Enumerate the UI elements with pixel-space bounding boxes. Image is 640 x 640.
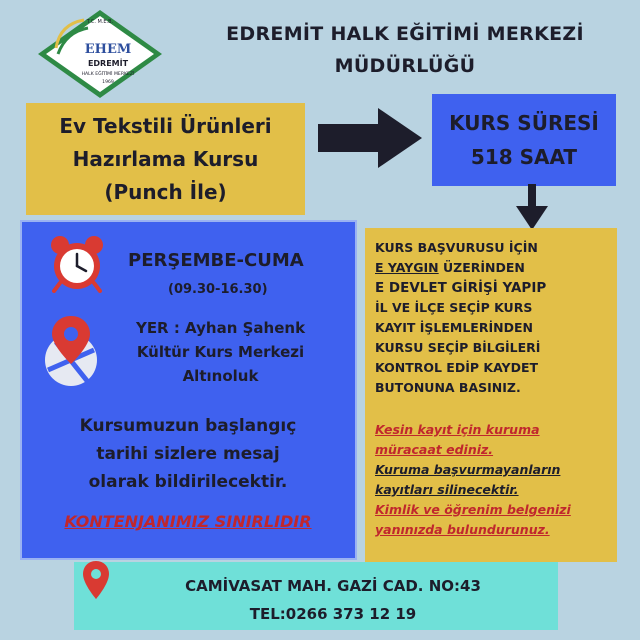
course-name-box bbox=[26, 103, 305, 215]
duration-label: KURS SÜRESİ bbox=[449, 111, 599, 135]
logo-city: EDREMİT bbox=[87, 59, 129, 68]
note-2-line-1: Kuruma başvurmayanların bbox=[375, 462, 561, 477]
course-location bbox=[108, 316, 333, 388]
title-line-1: EDREMİT HALK EĞİTİMİ MERKEZİ bbox=[226, 23, 584, 45]
course-days: PERŞEMBE-CUMA bbox=[128, 250, 304, 271]
arrow-right-icon bbox=[318, 108, 422, 168]
apply-line-1: KURS BAŞVURUSU İÇİN bbox=[375, 240, 538, 255]
note-1-line-2: müracaat ediniz. bbox=[375, 442, 494, 457]
start-msg-line-1: Kursumuzun başlangıç bbox=[79, 416, 297, 436]
logo-name: EHEM bbox=[84, 42, 132, 57]
phone-text: TEL:0266 373 12 19 bbox=[249, 605, 417, 623]
course-line-3: (Punch İle) bbox=[104, 179, 227, 204]
course-line-2: Hazırlama Kursu bbox=[72, 146, 259, 171]
location-line-1: YER : Ayhan Şahenk bbox=[135, 319, 306, 337]
e-yaygin-link: E YAYGIN bbox=[375, 260, 439, 275]
apply-line-7: KONTROL EDİP KAYDET bbox=[375, 360, 539, 375]
apply-line-6: KURSU SEÇİP BİLGİLERİ bbox=[375, 340, 541, 355]
apply-line-8: BUTONUNA BASINIZ. bbox=[375, 380, 521, 395]
course-hours: (09.30-16.30) bbox=[168, 282, 268, 297]
alarm-clock-icon bbox=[48, 233, 106, 293]
start-msg-line-2: tarihi sizlere mesaj bbox=[96, 444, 280, 464]
apply-line-3: E DEVLET GİRİŞİ YAPIP bbox=[375, 280, 547, 296]
start-msg-line-3: olarak bildirilecektir. bbox=[88, 472, 288, 492]
ehem-logo bbox=[34, 8, 166, 100]
registration-notes bbox=[375, 420, 615, 540]
note-3-line-1: Kimlik ve öğrenim belgenizi bbox=[375, 502, 571, 517]
page-title bbox=[185, 18, 625, 82]
start-date-message bbox=[28, 412, 348, 496]
location-pin-icon bbox=[82, 560, 110, 600]
note-2-line-2: kayıtları silinecektir. bbox=[375, 482, 519, 497]
apply-line-2: E YAYGIN ÜZERİNDEN bbox=[375, 260, 525, 275]
logo-year: 1969 bbox=[102, 80, 114, 85]
contact-info bbox=[118, 572, 548, 628]
application-instructions bbox=[375, 238, 615, 398]
logo-top-text: T.C. M.E.B. bbox=[86, 19, 114, 25]
arrow-down-icon bbox=[514, 184, 550, 230]
apply-line-4: İL VE İLÇE SEÇİP KURS bbox=[375, 300, 533, 315]
note-1-line-1: Kesin kayıt için kuruma bbox=[375, 422, 540, 437]
location-line-2: Kültür Kurs Merkezi bbox=[136, 343, 305, 361]
logo-subtitle: HALK EĞİTİMİ MERKEZİ bbox=[81, 72, 135, 77]
location-line-3: Altınoluk bbox=[182, 367, 259, 385]
map-location-icon bbox=[38, 312, 104, 388]
apply-line-5: KAYIT İŞLEMLERİNDEN bbox=[375, 320, 533, 335]
limited-quota-notice: KONTENJANIMIZ SINIRLIDIR bbox=[64, 512, 312, 531]
title-line-2: MÜDÜRLÜĞÜ bbox=[334, 55, 476, 77]
duration-value: 518 SAAT bbox=[470, 145, 578, 169]
address-text: CAMİVASAT MAH. GAZİ CAD. NO:43 bbox=[185, 577, 481, 595]
course-duration-box bbox=[432, 94, 616, 186]
course-line-1: Ev Tekstili Ürünleri bbox=[59, 113, 272, 138]
note-3-line-2: yanınızda bulundurunuz. bbox=[375, 522, 550, 537]
